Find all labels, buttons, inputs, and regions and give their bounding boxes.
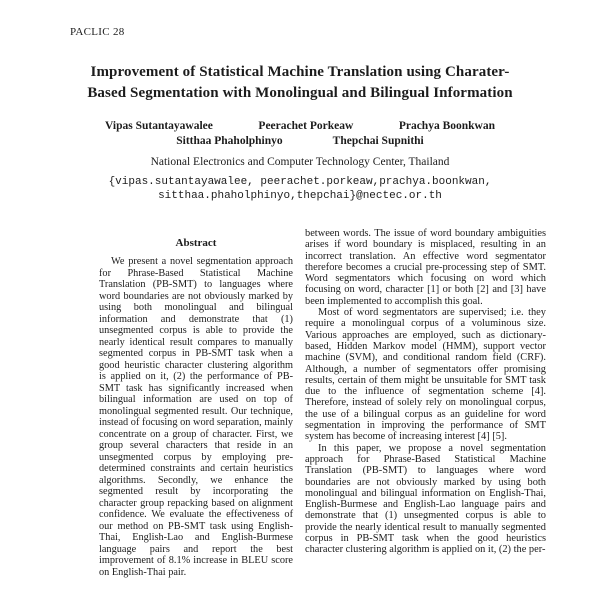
abstract-section — [99, 237, 293, 578]
authors-row-1 — [105, 120, 495, 132]
author-name-2: Peerachet Porkeaw — [258, 120, 354, 132]
title-line-1: Improvement of Statistical Machine Translation using Charater- — [90, 64, 510, 80]
email-line-2: sitthaa.phaholphinyo,thepchai}@nectec.or.th — [158, 189, 442, 202]
running-header: PACLIC 28 — [70, 26, 125, 38]
intro-paragraph-3: In this paper, we propose a novel segmentation approach for Phrase-Based Statistical Machine Translation (PB-SMT) to languages where word boundaries are not obviously marked by using both monolingual and bilingual information on English-Thai, English-Burmese and English-Lao language pairs and demonstrate that (1) unsegmented corpus is able to provide the nearly identical result to manually segmented corpus in PB-SMT task when the good heuristics character clustering algorithm is applied on it, (2) the per- — [305, 442, 546, 556]
intro-paragraph-2: Most of word segmentators are supervised; i.e. they require a monolingual corpus of a voluminous size. Various approaches are employed, such as dictionary-based, Hidden Markov model (HMM), support vector machine (SVM), and conditional random field (CRF). Although, a number of segmentators offer promising results, certain of them might be unsuitable for SMT task due to the influence of segmentation scheme [4]. Therefore, instead of solely rely on monolingual corpus, the use of a bilingual corpus as an guideline for word segmentation in improving the performance of SMT system has become of increasing interest [4] [5]. — [305, 307, 546, 443]
authors-row-2 — [0, 135, 600, 147]
author-name-1: Vipas Sutantayawalee — [105, 120, 213, 132]
abstract-heading: Abstract — [175, 237, 217, 249]
email-line-1: {vipas.sutantayawalee, peerachet.porkeaw,prachya.boonkwan, — [108, 176, 492, 188]
email-block — [0, 176, 600, 203]
left-column — [70, 228, 293, 578]
author-name-5: Thepchai Supnithi — [332, 135, 424, 147]
title-line-2: Based Segmentation with Monolingual and Bilingual Information — [87, 85, 513, 101]
intro-paragraph-1: between words. The issue of word boundary ambiguities arises if word boundary is misplaced, resulting in an incorrect translation. An effective word segmentator therefore becomes a crucial pre-processing step of SMT. Word segmentators which focusing on word which focusing on word, character [1] or both [2] and [3] have been implemented to accomplish this goal. — [305, 228, 546, 307]
abstract-text: We present a novel segmentation approach for Phrase-Based Statistical Machine Translation (PB-SMT) to languages where word boundaries are not obviously marked by using both monolingual and bilingual information and demonstrate that (1) unsegmented corpus is able to provide the nearly identical result compares to manually segmented corpus in PB-SMT task when a good heuristic character clustering algorithm is applied on it, (2) the performance of PB-SMT task has significantly increased when bilingual information are used on top of monolingual segmented result. Our technique, instead of focusing on word separation, mainly concentrate on a group of character. First, we group several characters that reside in an unsegmented corpus by employing pre-determined constraints and certain heuristics algorithms. Secondly, we enhance the segmented result by incorporating the character group repacking based on alignment confidence. We evaluate the effectiveness of our method on PB-SMT task using English-Thai, English-Lao and English-Burmese language pairs and report the best improvement of 8.1% increase in BLEU score on English-Thai pair. — [99, 256, 293, 578]
paper-title — [60, 62, 540, 104]
author-name-4: Sitthaa Phaholphinyo — [176, 135, 283, 147]
affiliation: National Electronics and Computer Technology Center, Thailand — [150, 156, 450, 168]
two-column-body — [70, 228, 546, 578]
right-column — [305, 228, 546, 556]
author-name-3: Prachya Boonkwan — [398, 120, 495, 132]
